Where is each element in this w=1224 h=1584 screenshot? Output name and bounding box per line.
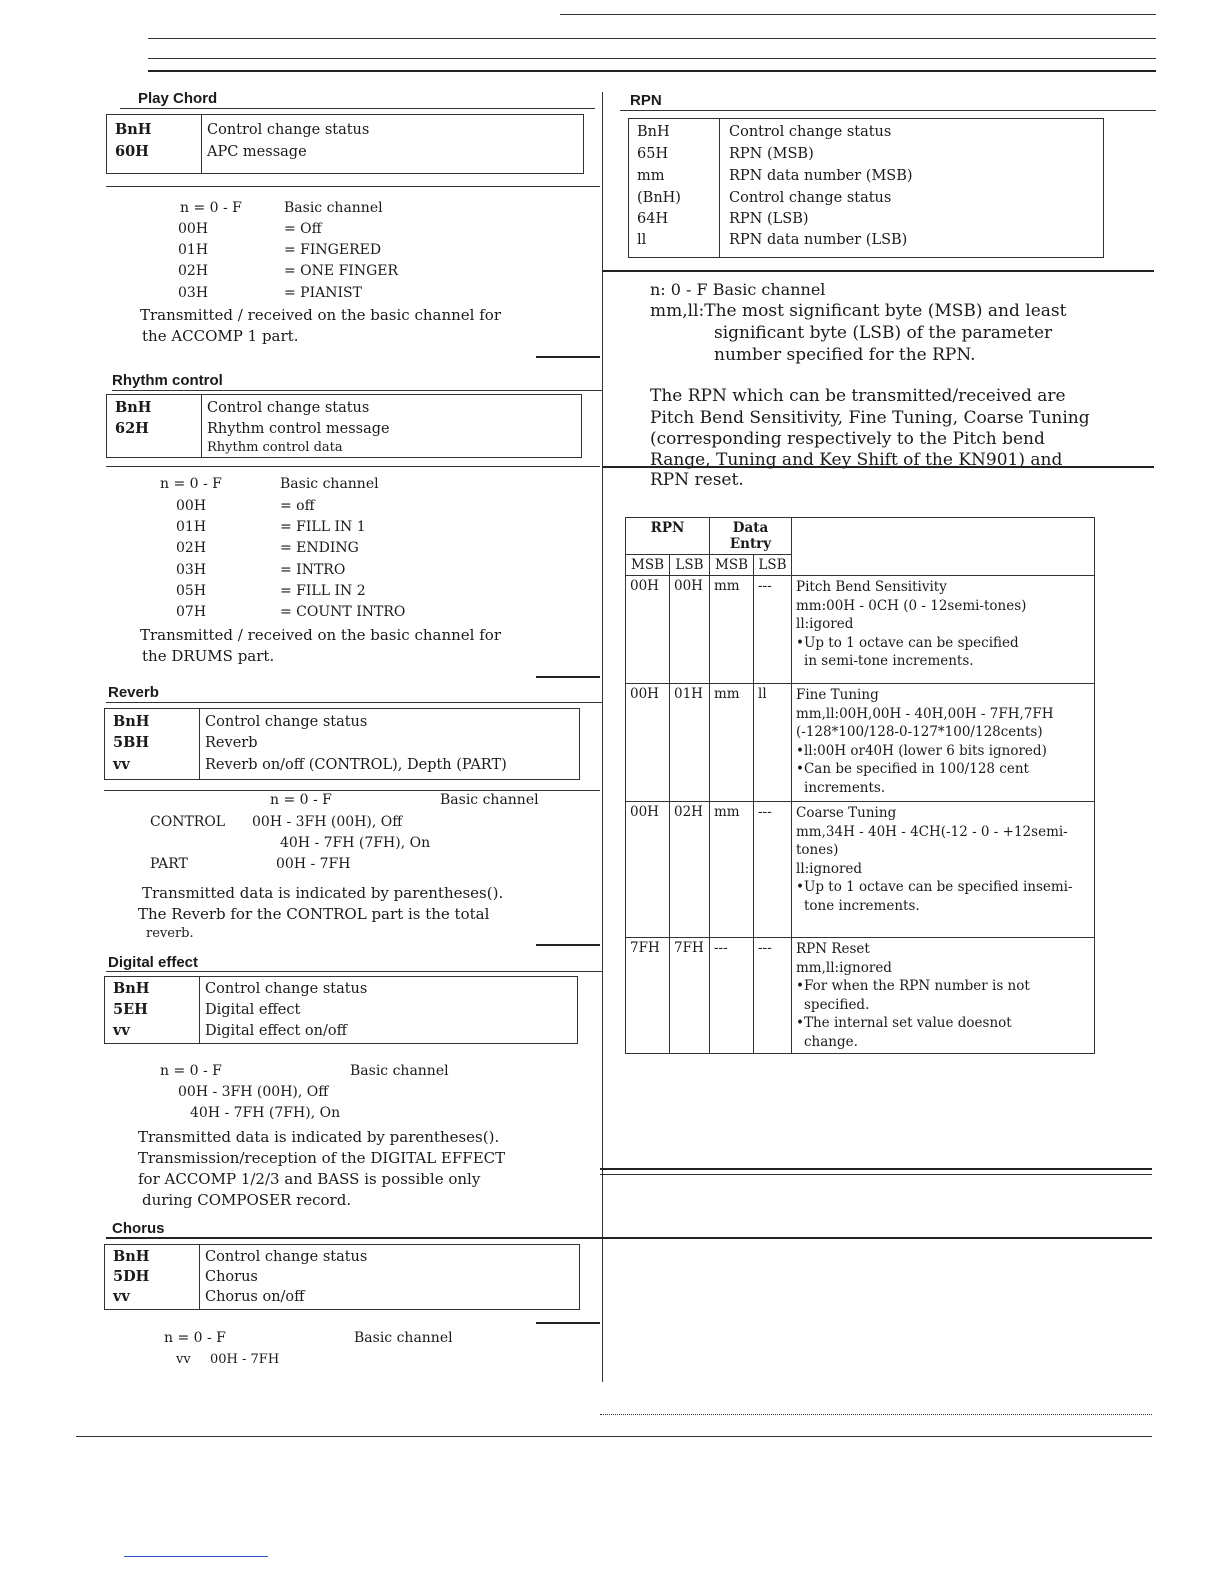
- message-box-digital-effect: [104, 976, 578, 1044]
- param-text: 00H - 7FH: [210, 1352, 280, 1367]
- header-rule: [148, 58, 1156, 59]
- title-rule: [120, 108, 595, 109]
- param-text: = FILL IN 2: [280, 583, 366, 599]
- cell: mm: [710, 576, 754, 684]
- divider: [602, 270, 1154, 272]
- param-text: 00H - 3FH (00H), Off: [252, 814, 403, 830]
- param-text: = FILL IN 1: [280, 519, 366, 535]
- paragraph-line: RPN reset.: [650, 470, 744, 490]
- cell: 7FH: [626, 938, 670, 1054]
- param-code: 05H: [176, 583, 207, 599]
- title-rule: [106, 702, 602, 703]
- footer-rule: [600, 1414, 1152, 1415]
- section-title-play-chord: Play Chord: [138, 90, 218, 107]
- title-rule: [620, 110, 1156, 111]
- message-box-rhythm-control: [106, 394, 582, 458]
- message-box-chorus: [104, 1244, 580, 1310]
- param-code: n = 0 - F: [270, 792, 332, 808]
- header-data-entry: Data Entry: [710, 518, 792, 555]
- param-code: CONTROL: [150, 814, 226, 830]
- param-code: 00H: [176, 498, 207, 514]
- header-msb: MSB: [710, 555, 754, 576]
- table-row: [626, 938, 1095, 1054]
- section-title-chorus: Chorus: [112, 1220, 165, 1237]
- cell: 00H: [626, 576, 670, 684]
- divider: [106, 186, 600, 187]
- cell: 7FH: [670, 938, 710, 1054]
- table-header-row: [626, 518, 1095, 555]
- param-text: = FINGERED: [284, 242, 382, 258]
- param-code: n = 0 - F: [180, 200, 242, 216]
- message-row: 65H RPN (MSB): [637, 146, 814, 162]
- section-title-reverb: Reverb: [108, 684, 159, 701]
- header-rule: [148, 38, 1156, 39]
- cell-description: RPN Reset mm,ll:ignored •For when the RPN number is not specified. •The internal set value doesnot change.: [792, 938, 1095, 1054]
- param-text: number specified for the RPN.: [714, 345, 976, 365]
- divider: [104, 790, 600, 791]
- note-text: Transmitted / received on the basic channel for: [140, 306, 501, 324]
- cell: ---: [754, 802, 792, 938]
- param-code: 00H: [178, 221, 209, 237]
- cell: 00H: [626, 684, 670, 802]
- cell: ---: [754, 576, 792, 684]
- header-rule: [148, 70, 1156, 72]
- param-text: = PIANIST: [284, 285, 362, 301]
- param-text: = INTRO: [280, 562, 346, 578]
- paragraph-line: The RPN which can be transmitted/received are: [650, 386, 1066, 406]
- message-row: vv Reverb on/off (CONTROL), Depth (PART): [113, 756, 507, 773]
- header-blank: [792, 518, 1095, 576]
- cell: ---: [754, 938, 792, 1054]
- param-code: 01H: [178, 242, 209, 258]
- paragraph-line: Pitch Bend Sensitivity, Fine Tuning, Coarse Tuning: [650, 408, 1090, 428]
- note-text: reverb.: [146, 926, 194, 941]
- message-row: vv Chorus on/off: [113, 1288, 305, 1305]
- section-title-digital-effect: Digital effect: [108, 954, 199, 971]
- note-text: The Reverb for the CONTROL part is the total: [138, 905, 490, 923]
- title-rule: [106, 1237, 1152, 1239]
- param-code: PART: [150, 856, 188, 872]
- table-row: [626, 684, 1095, 802]
- cell: mm: [710, 684, 754, 802]
- param-code: 01H: [176, 519, 207, 535]
- message-row: 5BH Reverb: [113, 734, 258, 751]
- column-divider: [602, 92, 603, 1382]
- note-text: during COMPOSER record.: [142, 1191, 352, 1209]
- message-row: ll RPN data number (LSB): [637, 232, 908, 248]
- header-msb: MSB: [626, 555, 670, 576]
- cell: 00H: [626, 802, 670, 938]
- param-text: Basic channel: [284, 200, 383, 216]
- divider: [600, 1168, 1152, 1170]
- param-text: 00H - 3FH (00H), Off: [178, 1084, 329, 1100]
- param-text: mm,ll:The most significant byte (MSB) and least: [650, 301, 1067, 321]
- message-row: 5EH Digital effect: [113, 1001, 301, 1018]
- header-lsb: LSB: [754, 555, 792, 576]
- cell: 02H: [670, 802, 710, 938]
- cell: ll: [754, 684, 792, 802]
- message-row: BnH Control change status: [113, 980, 368, 997]
- note-text: the DRUMS part.: [142, 647, 275, 665]
- message-row: BnH Control change status: [113, 713, 368, 730]
- param-text: = off: [280, 498, 315, 514]
- param-code: 02H: [176, 540, 207, 556]
- message-row: vv Digital effect on/off: [113, 1022, 347, 1039]
- title-rule: [112, 390, 602, 391]
- message-box-play-chord: [106, 114, 584, 174]
- param-code: n = 0 - F: [164, 1330, 226, 1346]
- divider: [536, 1322, 600, 1324]
- footer-rule: [124, 1556, 268, 1557]
- param-text: Basic channel: [350, 1063, 449, 1079]
- message-row: (BnH) Control change status: [637, 190, 892, 206]
- param-text: Basic channel: [440, 792, 539, 808]
- param-text: 00H - 7FH: [276, 856, 351, 872]
- message-row: Rhythm control data: [207, 440, 343, 455]
- param-text: Basic channel: [354, 1330, 453, 1346]
- message-row: 62H Rhythm control message: [115, 420, 390, 437]
- message-row: 5DH Chorus: [113, 1268, 258, 1285]
- section-title-rpn: RPN: [630, 92, 662, 109]
- param-code: 03H: [178, 285, 209, 301]
- param-code: vv: [176, 1352, 191, 1367]
- message-row: BnH Control change status: [115, 399, 370, 416]
- cell: ---: [710, 938, 754, 1054]
- cell: 01H: [670, 684, 710, 802]
- param-code: n = 0 - F: [160, 1063, 222, 1079]
- divider: [106, 466, 600, 467]
- param-text: = ONE FINGER: [284, 263, 399, 279]
- message-box-rpn: [628, 118, 1104, 258]
- param-code: 02H: [178, 263, 209, 279]
- note-text: the ACCOMP 1 part.: [142, 327, 299, 345]
- cell-description: Coarse Tuning mm,34H - 40H - 4CH(-12 - 0 - +12semi- tones) ll:ignored •Up to 1 octave can be specified insemi- tone increments.: [792, 802, 1095, 938]
- divider: [600, 1174, 1152, 1175]
- divider: [536, 676, 600, 678]
- table-row: [626, 576, 1095, 684]
- param-text: 40H - 7FH (7FH), On: [190, 1105, 341, 1121]
- cell-description: Fine Tuning mm,ll:00H,00H - 40H,00H - 7FH,7FH (-128*100/128-0-127*100/128cents) •ll:00H or40H (lower 6 bits ignored) •Can be specified in 100/128 cent increments.: [792, 684, 1095, 802]
- param-text: = ENDING: [280, 540, 359, 556]
- table-row: [626, 802, 1095, 938]
- cell: mm: [710, 802, 754, 938]
- note-text: Transmitted / received on the basic channel for: [140, 626, 501, 644]
- footer-rule: [76, 1436, 1152, 1437]
- note-text: for ACCOMP 1/2/3 and BASS is possible only: [138, 1170, 481, 1188]
- message-row: 64H RPN (LSB): [637, 211, 809, 227]
- header-lsb: LSB: [670, 555, 710, 576]
- divider: [536, 356, 600, 358]
- paragraph-line: (corresponding respectively to the Pitch bend: [650, 429, 1045, 449]
- param-text: Basic channel: [280, 476, 379, 492]
- message-box-reverb: [104, 708, 580, 780]
- message-row: BnH Control change status: [113, 1248, 368, 1265]
- cell-description: Pitch Bend Sensitivity mm:00H - 0CH (0 - 12semi-tones) ll:igored •Up to 1 octave can be specified in semi-tone increments.: [792, 576, 1095, 684]
- section-title-rhythm-control: Rhythm control: [112, 372, 223, 389]
- rpn-table: [625, 517, 1095, 1054]
- cell: 00H: [670, 576, 710, 684]
- message-row: BnH Control change status: [115, 121, 370, 138]
- title-rule: [106, 971, 602, 972]
- note-text: Transmitted data is indicated by parentheses().: [142, 884, 504, 902]
- divider: [602, 466, 1154, 468]
- param-text: significant byte (LSB) of the parameter: [714, 323, 1053, 343]
- header-rpn: RPN: [626, 518, 710, 555]
- paragraph-line: Range, Tuning and Key Shift of the KN901) and: [650, 450, 1063, 470]
- message-row: 60H APC message: [115, 143, 307, 160]
- note-text: Transmitted data is indicated by parentheses().: [138, 1128, 500, 1146]
- param-code: 03H: [176, 562, 207, 578]
- param-text: = Off: [284, 221, 322, 237]
- param-text: 40H - 7FH (7FH), On: [280, 835, 431, 851]
- param-code: 07H: [176, 604, 207, 620]
- header-rule: [560, 14, 1156, 15]
- param-text: n: 0 - F Basic channel: [650, 280, 826, 299]
- message-row: BnH Control change status: [637, 124, 892, 140]
- divider: [536, 944, 600, 946]
- message-row: mm RPN data number (MSB): [637, 168, 913, 184]
- param-text: = COUNT INTRO: [280, 604, 406, 620]
- note-text: Transmission/reception of the DIGITAL EFFECT: [138, 1149, 506, 1167]
- param-code: n = 0 - F: [160, 476, 222, 492]
